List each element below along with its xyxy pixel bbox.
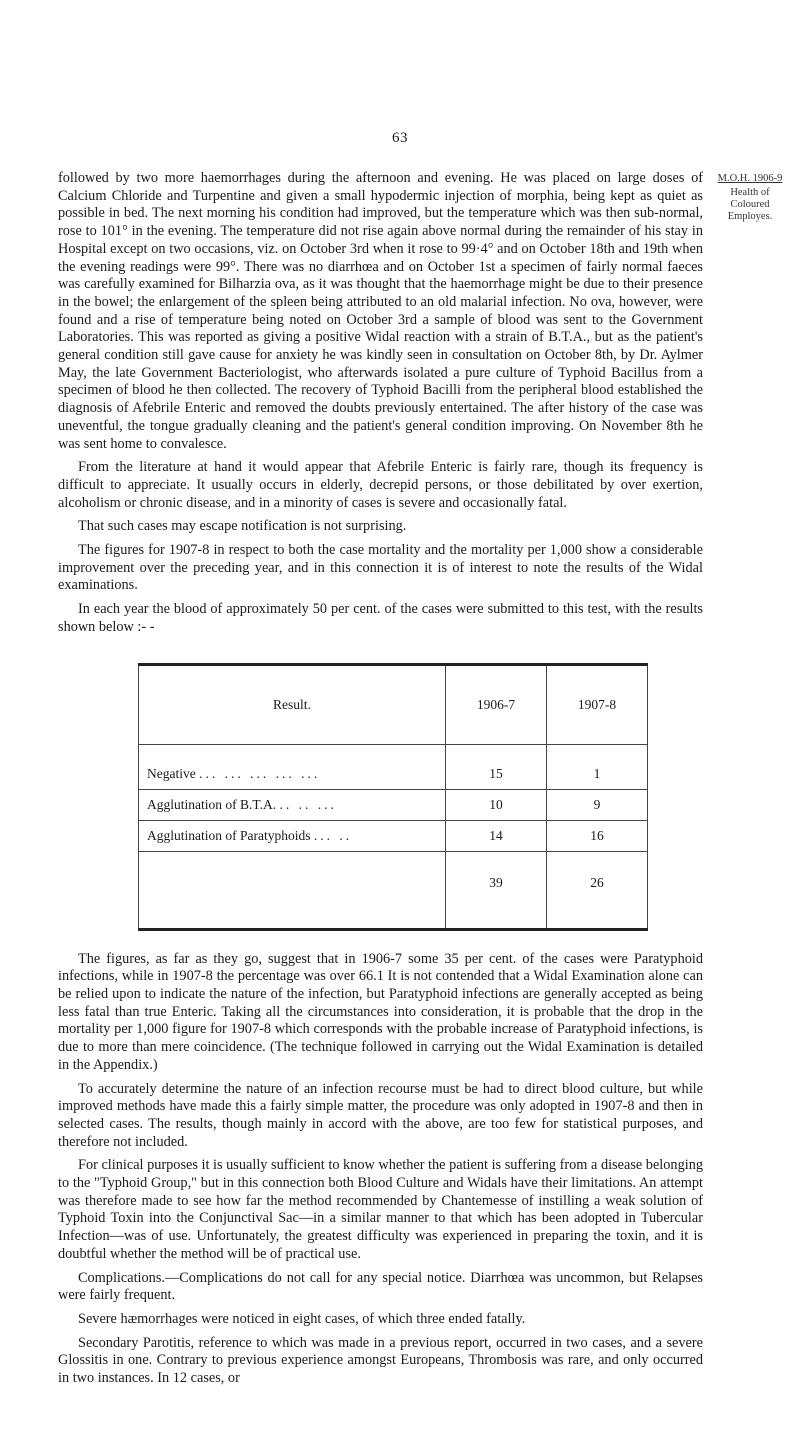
row-label-empty [139, 851, 446, 929]
margin-note-line: Health of [730, 187, 770, 198]
cell-1906-7: 15 [446, 744, 547, 789]
column-header-1907-8: 1907-8 [547, 664, 648, 744]
margin-note-line: Coloured [730, 199, 770, 210]
row-label: Agglutination of Paratyphoids ... .. [139, 820, 446, 851]
total-1906-7: 39 [446, 851, 547, 929]
paragraph: Complications.—Complications do not call for any special notice. Diarrhœa was uncommon, but Relapses were fairly frequent. [58, 1269, 703, 1304]
table-row [139, 789, 648, 820]
cell-1906-7: 10 [446, 789, 547, 820]
table-row [139, 744, 648, 789]
table-row [139, 820, 648, 851]
totals-row [139, 851, 648, 929]
row-label: Agglutination of B.T.A. .. .. ... [139, 789, 446, 820]
widal-results-table [138, 663, 648, 931]
paragraph: To accurately determine the nature of an infection recourse must be had to direct blood culture, but while improved methods have made this a fairly simple matter, the procedure was only adopted in 1907-8 and then in selected cases. The results, though mainly in accord with the above, are too few for statistical purposes, and therefore not included. [58, 1080, 703, 1150]
paragraph: followed by two more haemorrhages during the afternoon and evening. He was placed on large doses of Calcium Chloride and Turpentine and given a small hypodermic injection of morphia, being kept as quiet as possible in bed. The next morning his condition had improved, but the temperature which was then sub-normal, rose to 101° in the evening. The temperature did not rise again above normal during the remainder of his stay in Hospital except on two occasions, viz. on October 3rd when it rose to 99·4° and on October 18th and 19th when the evening readings were 99°. There was no diarrhœa and on October 1st a specimen of fairly normal faeces was carefully examined for Bilharzia ova, as it was thought that the haemorrhage might be due to their presence in the bowel; the enlargement of the spleen being attributed to an old malarial infection. No ova, however, were found and a rise of temperature being noted on October 3rd a sample of blood was sent to the Government Laboratories. This was reported as giving a positive Widal reaction with a strain of B.T.A., but as the patient's general condition still gave cause for anxiety he was kindly seen in consultation on October 8th, by Dr. Aylmer May, the late Government Bacteriologist, who afterwards isolated a pure culture of Typhoid Bacillus from a specimen of blood he then collected. The recovery of Typhoid Bacilli from the peripheral blood established the diagnosis of Afebrile Enteric and removed the doubts previously entertained. The after history of the case was uneventful, the tongue gradually cleaning and the patient's general condition improving. On November 8th he was sent home to convalesce. [58, 170, 703, 452]
column-header-result: Result. [139, 664, 446, 744]
paragraph: Severe hæmorrhages were noticed in eight cases, of which three ended fatally. [78, 1310, 526, 1327]
margin-note [705, 173, 795, 223]
column-header-1906-7: 1906-7 [446, 664, 547, 744]
paragraph: For clinical purposes it is usually sufficient to know whether the patient is suffering from a disease belonging to the "Typhoid Group," but in this connection both Blood Culture and Widals have their limitations. An attempt was therefore made to see how far the method recommended by Chantemesse of instilling a weak solution of Typhoid Toxin into the Conjunctival Sac—in a similar manner to that which has been adopted in Tubercular Infection—was of use. Unfortunately, the greatest difficulty was experienced in preparing the toxin, and it is doubtful whether the method will be of practical use. [58, 1157, 703, 1262]
paragraph: The figures for 1907-8 in respect to both the case mortality and the mortality per 1,000 show a considerable improvement over the preceding year, and in this connection it is of interest to note the results of the Widal examinations. [58, 542, 703, 594]
paragraph: That such cases may escape notification is not surprising. [78, 518, 407, 535]
total-1907-8: 26 [547, 851, 648, 929]
margin-note-line: Employes. [727, 211, 773, 222]
cell-1907-8: 16 [547, 820, 648, 851]
margin-note-reference: M.O.H. 1906-9 [717, 173, 783, 184]
page-number: 63 [392, 130, 408, 146]
paragraph: In each year the blood of approximately 50 per cent. of the cases were submitted to this test, with the results shown below :- - [58, 601, 703, 635]
cell-1907-8: 9 [547, 789, 648, 820]
cell-1907-8: 1 [547, 744, 648, 789]
row-label: Negative ... ... ... ... ... [139, 744, 446, 789]
paragraph: From the literature at hand it would appear that Afebrile Enteric is fairly rare, though its frequency is difficult to appreciate. It usually occurs in elderly, decrepid persons, or those debilitated by over exertion, alcoholism or chronic disease, and in a minority of cases is severe and occasionally fatal. [58, 459, 703, 511]
paragraph: The figures, as far as they go, suggest that in 1906-7 some 35 per cent. of the cases were Paratyphoid infections, while in 1907-8 the percentage was over 66.1 It is not contended that a Widal Examination alone can be relied upon to indicate the nature of the infection, but Paratyphoid infections are generally accepted as being less fatal than true Enteric. Taking all the circumstances into consideration, it is probable that the drop in the mortality per 1,000 figure for 1907-8 which corresponds with the probable increase of Paratyphoid infections, is due to more than mere coincidence. (The technique followed in carrying out the Widal Examination is detailed in the Appendix.) [58, 950, 703, 1073]
paragraph: Secondary Parotitis, reference to which was made in a previous report, occurred in two cases, and a severe Glossitis in one. Contrary to previous experience amongst Europeans, Thrombosis was rare, and only occurred in two instances. In 12 cases, or [58, 1334, 703, 1387]
cell-1906-7: 14 [446, 820, 547, 851]
page-body [58, 170, 703, 1394]
